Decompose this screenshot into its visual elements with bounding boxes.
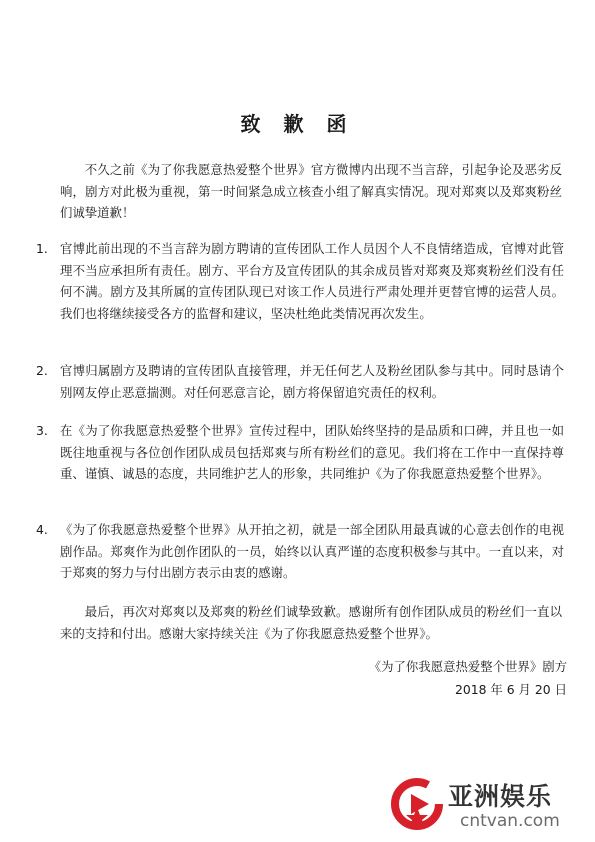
signature-org: 《为了你我愿意热爱整个世界》剧方	[368, 659, 567, 674]
item-text: 官博归属剧方及聘请的宣传团队直接管理，并无任何艺人及粉丝团队参与其中。同时恳请个别网友停止恶意揣测。对任何恶意言论，剧方将保留追究责任的权利。	[60, 363, 564, 400]
item-number: 2.	[36, 363, 48, 378]
item-number: 1.	[36, 241, 48, 256]
item-text: 《为了你我愿意热爱整个世界》从开拍之初，就是一部全团队用最真诚的心意去创作的电视剧作品。郑爽作为此创作团队的一员，始终以认真严谨的态度积极参与其中。一直以来，对于郑爽的努力与付出剧方表示由衷的感谢。	[60, 522, 564, 581]
intro-paragraph: 不久之前《为了你我愿意热爱整个世界》官方微博内出现不当言辞，引起争论及恶劣反响，剧方对此极为重视，第一时间紧急成立核查小组了解真实情况。现对郑爽以及郑爽粉丝们诚挚道歉！	[60, 162, 562, 221]
watermark-url: cntvan.com	[460, 811, 560, 831]
letter-title: 致 歉 函	[240, 112, 355, 136]
watermark-cn-text: 亚洲娱乐	[448, 782, 553, 811]
item-number: 4.	[36, 522, 48, 537]
item-number: 3.	[36, 423, 48, 438]
item-text: 官博此前出现的不当言辞为剧方聘请的宣传团队工作人员因个人不良情绪造成，官博对此管理不当应承担所有责任。剧方、平台方及宣传团队的其余成员皆对郑爽及郑爽粉丝们没有任何不满。剧方及其所属的宣传团队现已对该工作人员进行严肃处理并更替官博的运营人员。我们也将继续接受各方的监督和建议，坚决杜绝此类情况再次发生。	[60, 241, 564, 321]
play-star-icon	[390, 777, 444, 831]
watermark-logo	[390, 775, 585, 837]
item-text: 在《为了你我愿意热爱整个世界》宣传过程中，团队始终坚持的是品质和口碑，并且也一如既往地重视与各位创作团队成员包括郑爽与所有粉丝们的意见。我们将在工作中一直保持尊重、谨慎、诚恳的态度，共同维护艺人的形象，共同维护《为了你我愿意热爱整个世界》。	[60, 423, 564, 482]
signature-date: 2018 年 6 月 20 日	[454, 682, 567, 697]
closing-paragraph: 最后，再次对郑爽以及郑爽的粉丝们诚挚致歉。感谢所有创作团队成员的粉丝们一直以来的支持和付出。感谢大家持续关注《为了你我愿意热爱整个世界》。	[60, 604, 562, 641]
